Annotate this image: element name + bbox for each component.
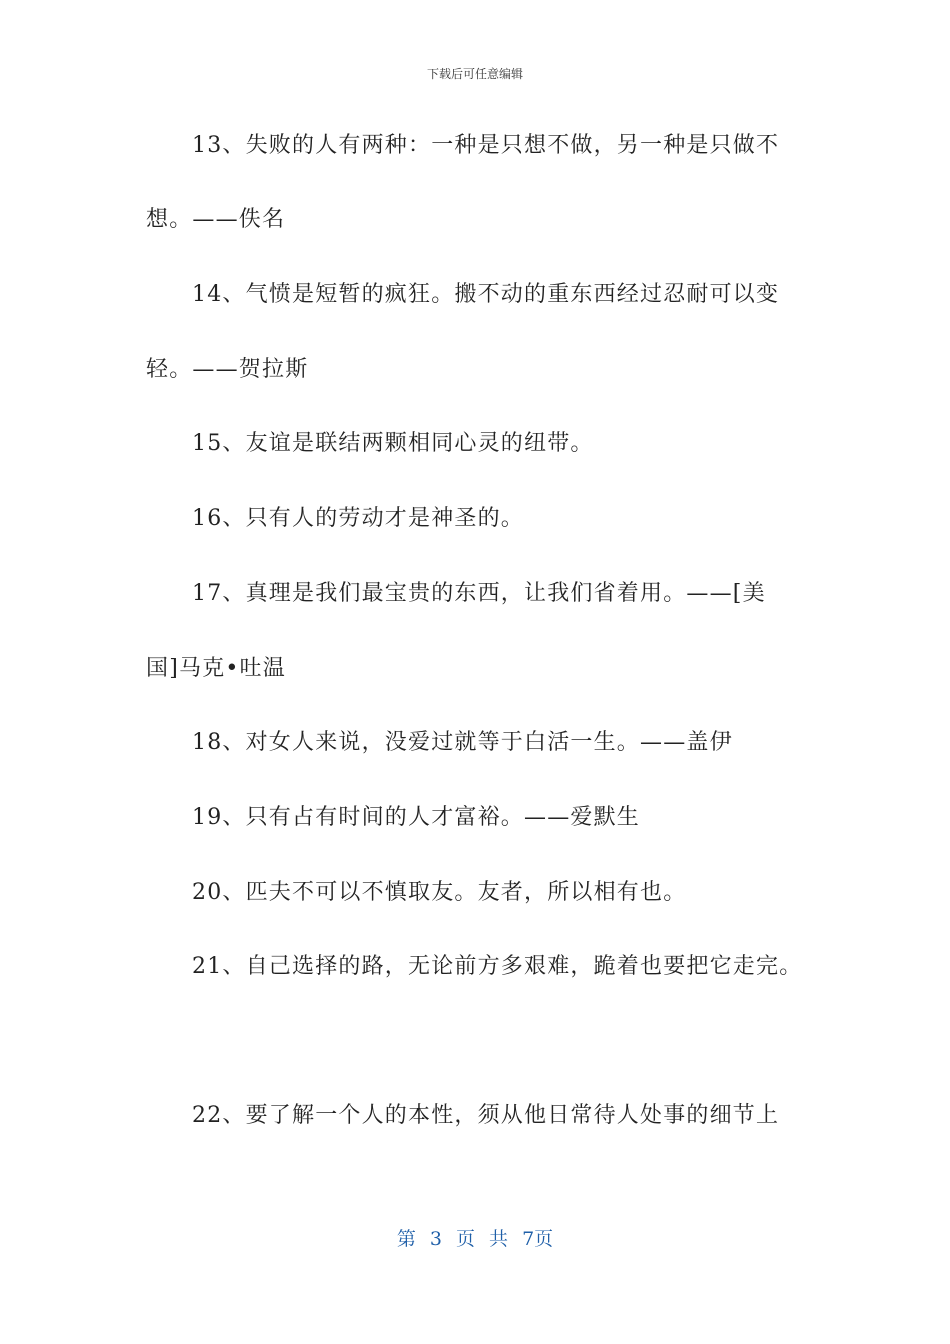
quote-line: 19、只有占有时间的人才富裕。——爱默生 [192, 805, 640, 830]
quote-line: 国]马克•吐温 [146, 656, 286, 681]
quote-line: 14、气愤是短暂的疯狂。搬不动的重东西经过忍耐可以变 [192, 282, 780, 307]
quote-line: 17、真理是我们最宝贵的东西，让我们省着用。——[美 [192, 581, 766, 606]
quote-line: 16、只有人的劳动才是神圣的。 [192, 506, 524, 531]
quote-line: 18、对女人来说，没爱过就等于白活一生。——盖伊 [192, 730, 733, 755]
quote-line: 13、失败的人有两种：一种是只想不做，另一种是只做不 [192, 133, 780, 158]
quote-line: 轻。——贺拉斯 [146, 357, 309, 382]
quote-line: 21、自己选择的路，无论前方多艰难，跪着也要把它走完。 [192, 954, 803, 979]
quote-line: 想。——佚名 [146, 207, 286, 232]
quote-line: 22、要了解一个人的本性，须从他日常待人处事的细节上 [192, 1103, 780, 1128]
quote-line: 15、友谊是联结两颗相同心灵的纽带。 [192, 431, 594, 456]
quote-line: 20、匹夫不可以不慎取友。友者，所以相有也。 [192, 880, 687, 905]
page-number-footer: 第 3 页 共 7页 [396, 1228, 554, 1250]
page-header-note: 下载后可任意编辑 [426, 67, 523, 81]
